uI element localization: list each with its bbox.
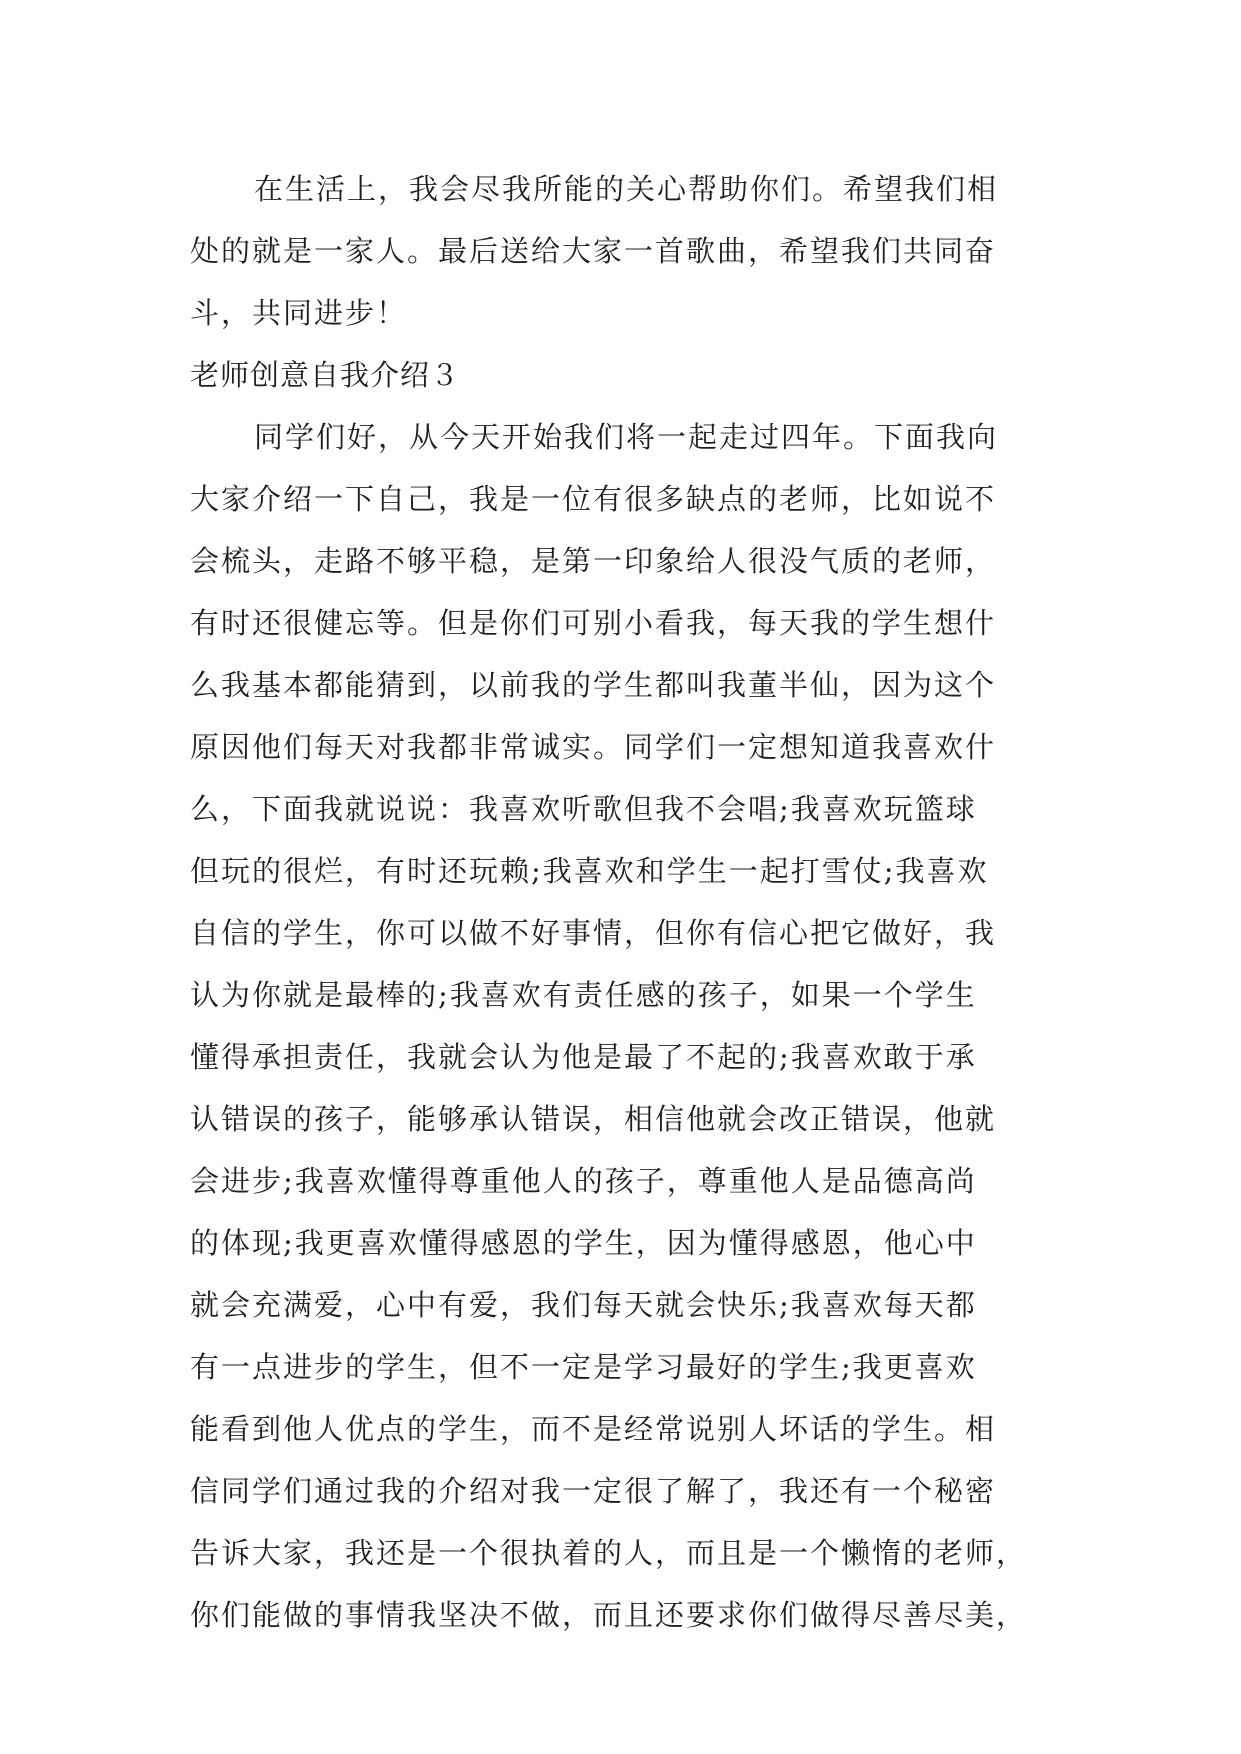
text-line: 会进步;我喜欢懂得尊重他人的孩子，尊重他人是品德高尚 [190,1164,977,1198]
text-line: 就会充满爱，心中有爱，我们每天就会快乐;我喜欢每天都 [190,1288,977,1322]
text-line: 大家介绍一下自己，我是一位有很多缺点的老师，比如说不 [190,482,997,516]
text-line: 斗，共同进步！ [190,296,408,330]
text-line: 懂得承担责任，我就会认为他是最了不起的;我喜欢敢于承 [190,1040,977,1074]
text-line: 但玩的很烂，有时还玩赖;我喜欢和学生一起打雪仗;我喜欢 [190,854,989,888]
paragraph-introduction [190,406,1060,1646]
paragraph-closing [190,158,1060,344]
text-line: 有一点进步的学生，但不一定是学习最好的学生;我更喜欢 [190,1350,977,1384]
text-line: 能看到他人优点的学生，而不是经常说别人坏话的学生。相 [190,1412,997,1446]
text-line: 么我基本都能猜到，以前我的学生都叫我董半仙，因为这个 [190,668,997,702]
text-line: 会梳头，走路不够平稳，是第一印象给人很没气质的老师， [190,544,997,578]
text-line: 认错误的孩子，能够承认错误，相信他就会改正错误，他就 [190,1102,997,1136]
text-line: 同学们好，从今天开始我们将一起走过四年。下面我向 [254,420,999,454]
document-body [190,158,1060,1646]
text-line: 有时还很健忘等。但是你们可别小看我，每天我的学生想什 [190,606,997,640]
text-line: 么，下面我就说说：我喜欢听歌但我不会唱;我喜欢玩篮球 [190,792,977,826]
text-line: 你们能做的事情我坚决不做，而且还要求你们做得尽善尽美， [190,1598,1028,1632]
text-line: 认为你就是最棒的;我喜欢有责任感的孩子，如果一个学生 [190,978,977,1012]
text-line: 处的就是一家人。最后送给大家一首歌曲，希望我们共同奋 [190,234,997,268]
text-line: 的体现;我更喜欢懂得感恩的学生，因为懂得感恩，他心中 [190,1226,977,1260]
section-heading: 老师创意自我介绍３ [190,358,461,392]
text-line: 信同学们通过我的介绍对我一定很了解了，我还有一个秘密 [190,1474,997,1508]
text-line: 告诉大家，我还是一个很执着的人，而且是一个懒惰的老师， [190,1536,1028,1570]
text-line: 自信的学生，你可以做不好事情，但你有信心把它做好，我 [190,916,997,950]
text-line: 原因他们每天对我都非常诚实。同学们一定想知道我喜欢什 [190,730,997,764]
text-line: 在生活上，我会尽我所能的关心帮助你们。希望我们相 [254,172,999,206]
